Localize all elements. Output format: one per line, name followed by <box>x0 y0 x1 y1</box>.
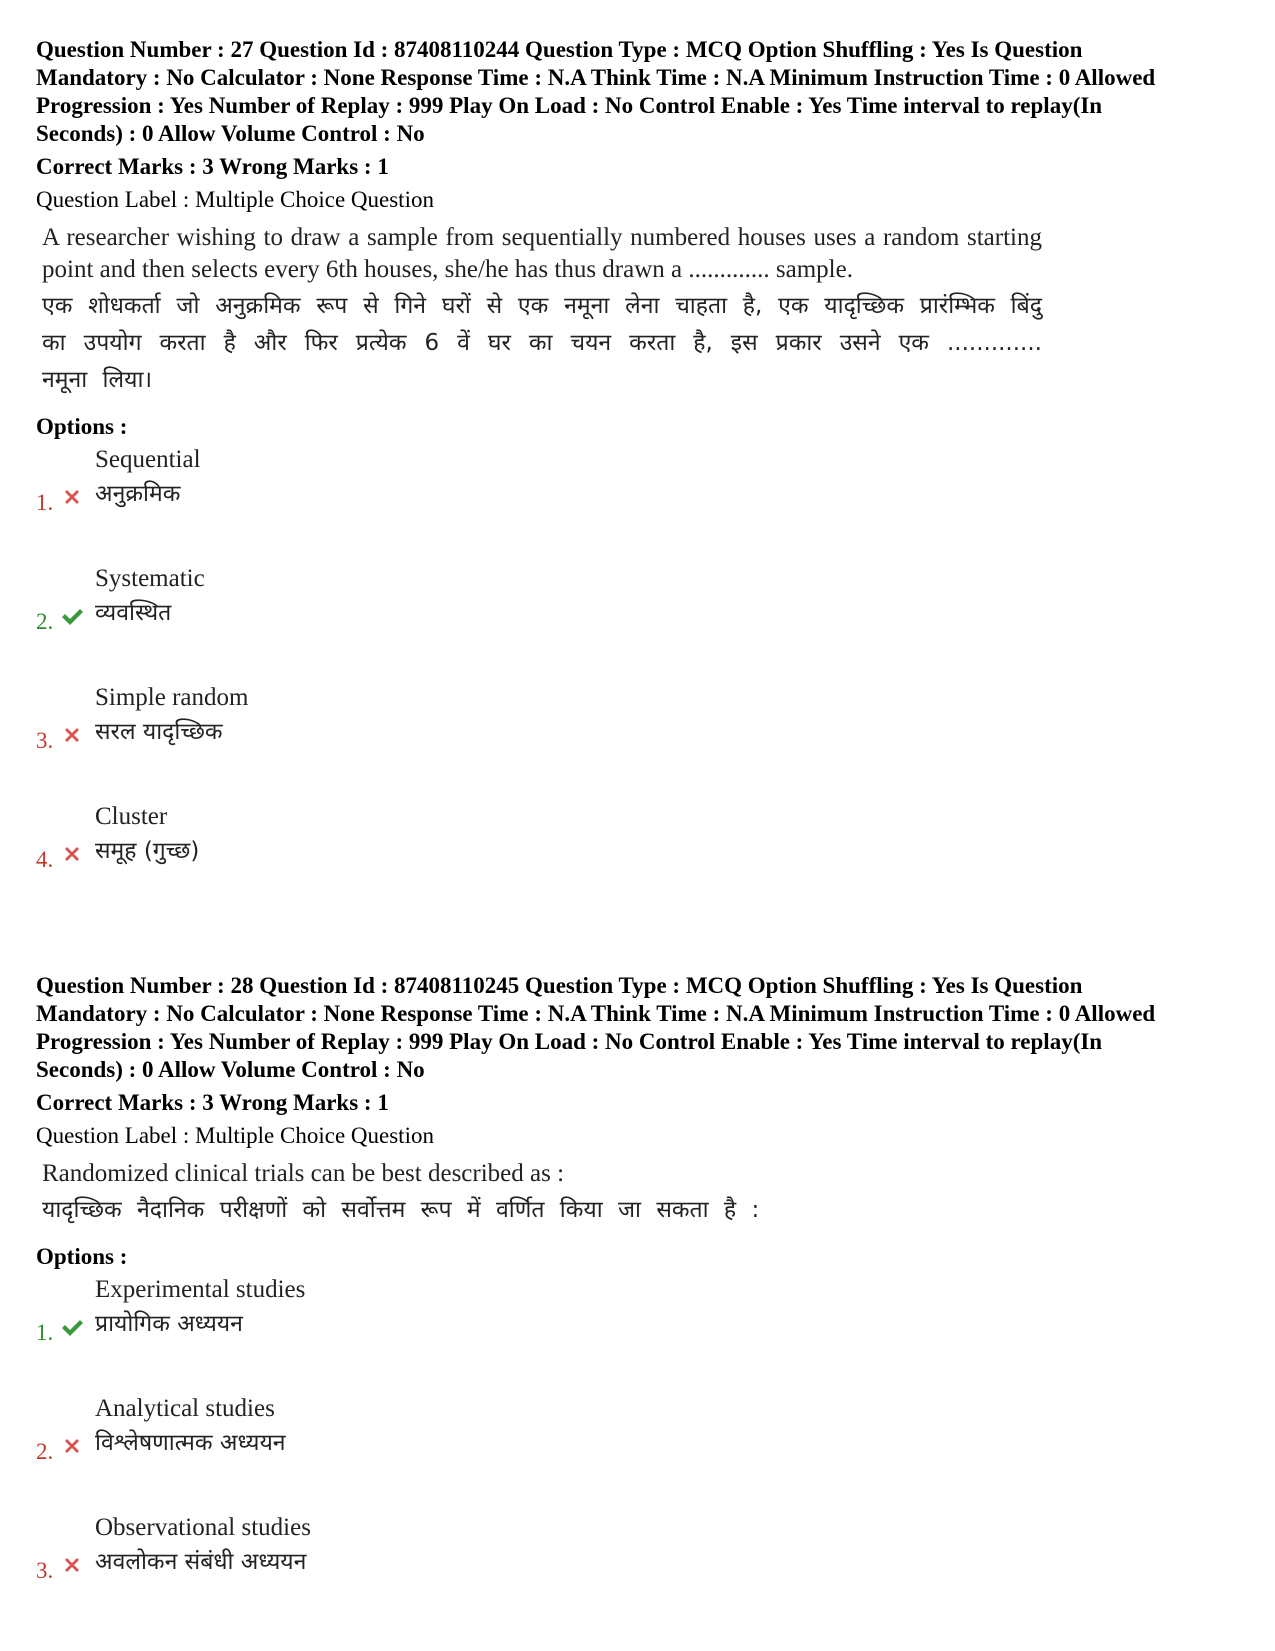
cross-icon <box>60 485 84 509</box>
option-number: 1. <box>36 1320 54 1345</box>
option-text-english: Simple random <box>95 684 249 711</box>
option-number: 2. <box>36 1439 54 1464</box>
question-text-english: Randomized clinical trials can be best described as : <box>42 1160 565 1187</box>
question-block <box>36 36 1236 917</box>
option-text-hindi: समूह (गुच्छ) <box>95 838 200 864</box>
option-text-english: Observational studies <box>95 1514 311 1541</box>
options-list <box>36 441 1236 917</box>
option-text-english: Sequential <box>95 446 201 473</box>
options-heading: Options : <box>36 1244 128 1269</box>
cross-icon <box>60 1553 84 1577</box>
options-heading: Options : <box>36 414 128 439</box>
option-text-hindi: विश्लेषणात्मक अध्ययन <box>95 1430 286 1456</box>
option-item <box>36 1390 1236 1509</box>
question-block <box>36 972 1236 1628</box>
option-text-hindi: अवलोकन संबंधी अध्ययन <box>95 1549 307 1575</box>
option-text-hindi: व्यवस्थित <box>95 600 172 626</box>
options-list <box>36 1271 1236 1628</box>
option-text <box>95 562 205 630</box>
option-text-english: Cluster <box>95 803 168 830</box>
option-item <box>36 1271 1236 1390</box>
option-text <box>95 1392 286 1460</box>
option-text-english: Experimental studies <box>95 1276 306 1303</box>
option-number: 3. <box>36 1558 54 1583</box>
option-number: 3. <box>36 728 54 753</box>
question-label: Question Label : Multiple Choice Question <box>36 1123 434 1148</box>
option-text-english: Analytical studies <box>95 1395 275 1422</box>
question-separator <box>36 917 1236 972</box>
option-item <box>36 798 1236 917</box>
option-text-hindi: प्रायोगिक अध्ययन <box>95 1311 243 1337</box>
option-number: 4. <box>36 847 54 872</box>
option-number: 1. <box>36 490 54 515</box>
cross-icon <box>60 1434 84 1458</box>
option-item <box>36 1509 1236 1628</box>
question-text-english: A researcher wishing to draw a sample from sequentially numbered houses uses a random starting point and then selects every 6th houses, she/he has thus drawn a ............. sample. <box>42 224 1042 283</box>
option-text <box>95 800 199 868</box>
question-marks: Correct Marks : 3 Wrong Marks : 1 <box>36 1090 389 1115</box>
option-text-hindi: अनुक्रमिक <box>95 481 181 507</box>
question-meta: Question Number : 27 Question Id : 87408110244 Question Type : MCQ Option Shuffling : Yes Is Question Mandatory : No Calculator : None Response Time : N.A Think Time : N.A Minimum Instruction Time : 0 Allowed Progression : Yes Number of Replay : 999 Play On Load : No Control Enable : Yes Time interval to replay(In Seconds) : 0 Allow Volume Control : No <box>36 37 1156 146</box>
question-text <box>42 1158 1042 1229</box>
option-text <box>95 681 248 749</box>
cross-icon <box>60 842 84 866</box>
option-text <box>95 1511 311 1579</box>
question-text <box>42 222 1042 399</box>
option-item <box>36 679 1236 798</box>
question-marks: Correct Marks : 3 Wrong Marks : 1 <box>36 154 389 179</box>
question-text-hindi: यादृच्छिक नैदानिक परीक्षणों को सर्वोत्तम रूप में वर्णित किया जा सकता है : <box>42 1197 760 1223</box>
option-item <box>36 441 1236 560</box>
question-meta: Question Number : 28 Question Id : 87408110245 Question Type : MCQ Option Shuffling : Yes Is Question Mandatory : No Calculator : None Response Time : N.A Think Time : N.A Minimum Instruction Time : 0 Allowed Progression : Yes Number of Replay : 999 Play On Load : No Control Enable : Yes Time interval to replay(In Seconds) : 0 Allow Volume Control : No <box>36 973 1156 1082</box>
option-number: 2. <box>36 609 54 634</box>
option-text-hindi: सरल यादृच्छिक <box>95 719 223 745</box>
check-icon <box>60 1315 84 1339</box>
option-text <box>95 1273 305 1341</box>
question-label: Question Label : Multiple Choice Question <box>36 187 434 212</box>
question-paper-page <box>36 36 1236 1628</box>
option-item <box>36 560 1236 679</box>
question-text-hindi: एक शोधकर्ता जो अनुक्रमिक रूप से गिने घरों से एक नमूना लेना चाहता है, एक यादृच्छिक प्रारंम्भिक बिंदु का उपयोग करता है और फिर प्रत्येक 6 वें घर का चयन करता है, इस प्रकार उसने एक ............. नमूना लिया। <box>42 293 1042 393</box>
option-text-english: Systematic <box>95 565 205 592</box>
cross-icon <box>60 723 84 747</box>
option-text <box>95 443 201 511</box>
check-icon <box>60 604 84 628</box>
